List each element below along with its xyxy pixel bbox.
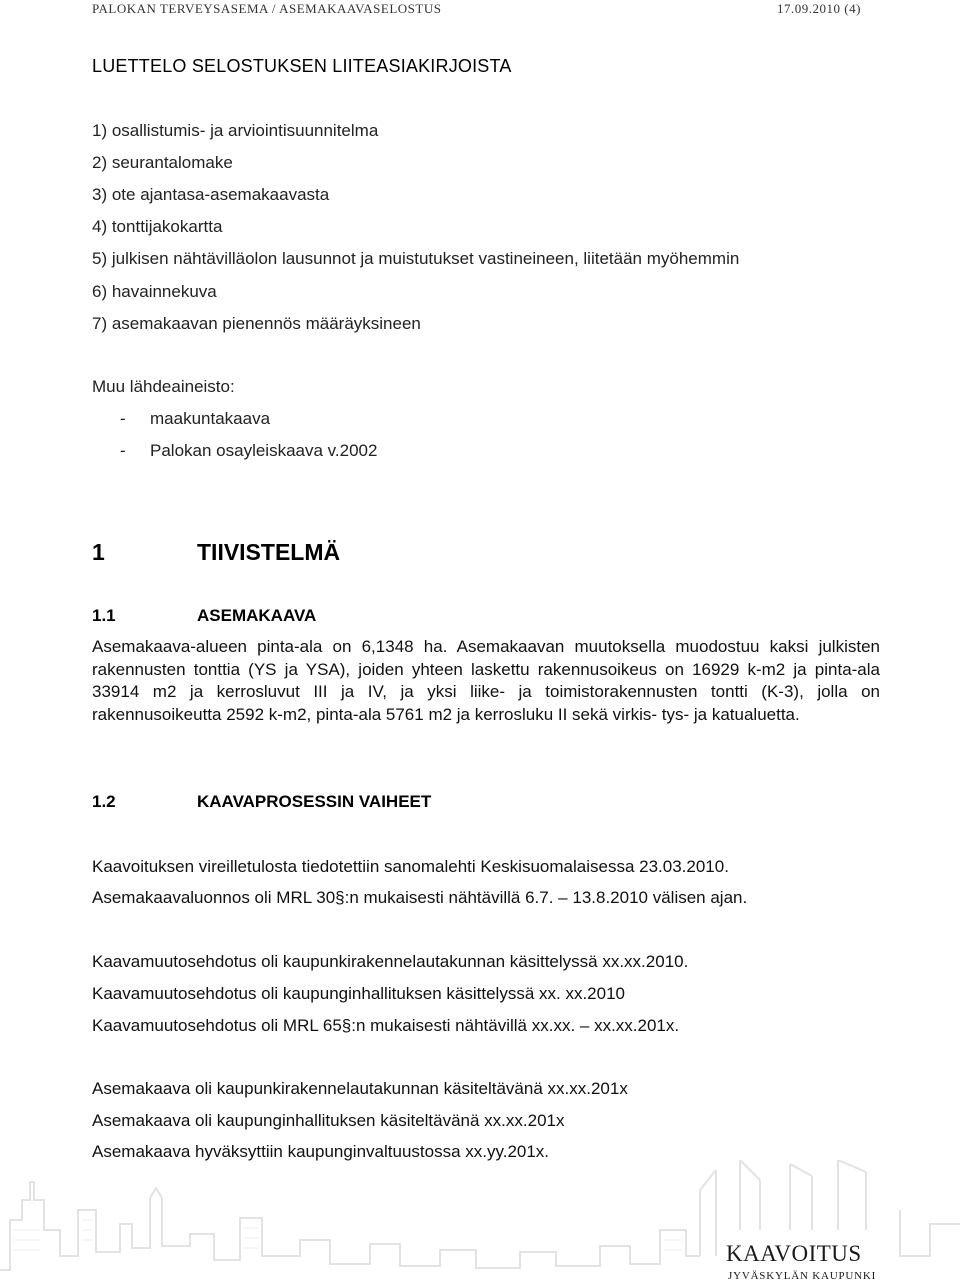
document-header-date-page: 17.09.2010 (4) <box>777 1 861 16</box>
process-step: Kaavamuutosehdotus oli kaupunkirakennelautakunnan käsittelyssä xx.xx.2010. <box>92 952 689 971</box>
process-step: Asemakaava oli kaupunkirakennelautakunnan käsiteltävänä xx.xx.201x <box>92 1079 628 1098</box>
source-bullet: - <box>120 409 126 428</box>
attachment-item: 6) havainnekuva <box>92 282 217 301</box>
section-1-2-number: 1.2 <box>92 792 116 811</box>
attachment-item: 5) julkisen nähtävilläolon lausunnot ja muistutukset vastineineen, liitetään myöhemmin <box>92 249 740 268</box>
section-1-title: TIIVISTELMÄ <box>197 539 341 565</box>
attachment-item: 4) tonttijakokartta <box>92 217 223 236</box>
source-bullet: - <box>120 441 126 460</box>
source-item: Palokan osayleiskaava v.2002 <box>150 441 378 460</box>
kaavoitus-logo-subtitle: JYVÄSKYLÄN KAUPUNKI <box>728 1270 877 1282</box>
attachments-heading: LUETTELO SELOSTUKSEN LIITEASIAKIRJOISTA <box>92 56 512 76</box>
kaavoitus-logo: KAAVOITUS <box>726 1241 862 1266</box>
city-skyline-watermark <box>0 1160 960 1286</box>
section-1-1-number: 1.1 <box>92 606 116 625</box>
attachment-item: 2) seurantalomake <box>92 153 233 172</box>
section-1-2-title: KAAVAPROSESSIN VAIHEET <box>197 792 432 811</box>
sources-heading: Muu lähdeaineisto: <box>92 377 235 396</box>
process-step: Asemakaavaluonnos oli MRL 30§:n mukaisesti nähtävillä 6.7. – 13.8.2010 välisen ajan. <box>92 888 748 907</box>
document-header-title: PALOKAN TERVEYSASEMA / ASEMAKAAVASELOSTUS <box>92 1 442 16</box>
process-step: Asemakaava oli kaupunginhallituksen käsiteltävänä xx.xx.201x <box>92 1111 565 1130</box>
attachment-item: 3) ote ajantasa-asemakaavasta <box>92 185 330 204</box>
section-1-1-title: ASEMAKAAVA <box>197 606 317 625</box>
source-item: maakuntakaava <box>150 409 271 428</box>
section-1-number: 1 <box>92 539 105 565</box>
attachment-item: 7) asemakaavan pienennös määräyksineen <box>92 314 421 333</box>
process-step: Kaavamuutosehdotus oli MRL 65§:n mukaisesti nähtävillä xx.xx. – xx.xx.201x. <box>92 1016 680 1035</box>
process-step: Kaavoituksen vireilletulosta tiedotettiin sanomalehti Keskisuomalaisessa 23.03.2010. <box>92 857 729 876</box>
process-step: Kaavamuutosehdotus oli kaupunginhallituksen käsittelyssä xx. xx.2010 <box>92 984 625 1003</box>
attachment-item: 1) osallistumis- ja arviointisuunnitelma <box>92 121 379 140</box>
process-step: Asemakaava hyväksyttiin kaupunginvaltuustossa xx.yy.201x. <box>92 1142 550 1161</box>
section-1-1-paragraph: Asemakaava-alueen pinta-ala on 6,1348 ha. Asemakaavan muutoksella muodostuu kaksi julkisten rakennusten tonttia (YS ja YSA), joiden yhteen laskettu rakennusoikeus on 16929 k-m2 ja pinta-ala 33914 m2 ja kerrosluvut III ja IV, ja yksi liike- ja toimistorakennusten tontti (K-3), jolla on rakennusoikeutta 2592 k-m2, pinta-ala 5761 m2 ja kerrosluku II sekä virkis- tys- ja katualuetta. <box>92 637 880 725</box>
